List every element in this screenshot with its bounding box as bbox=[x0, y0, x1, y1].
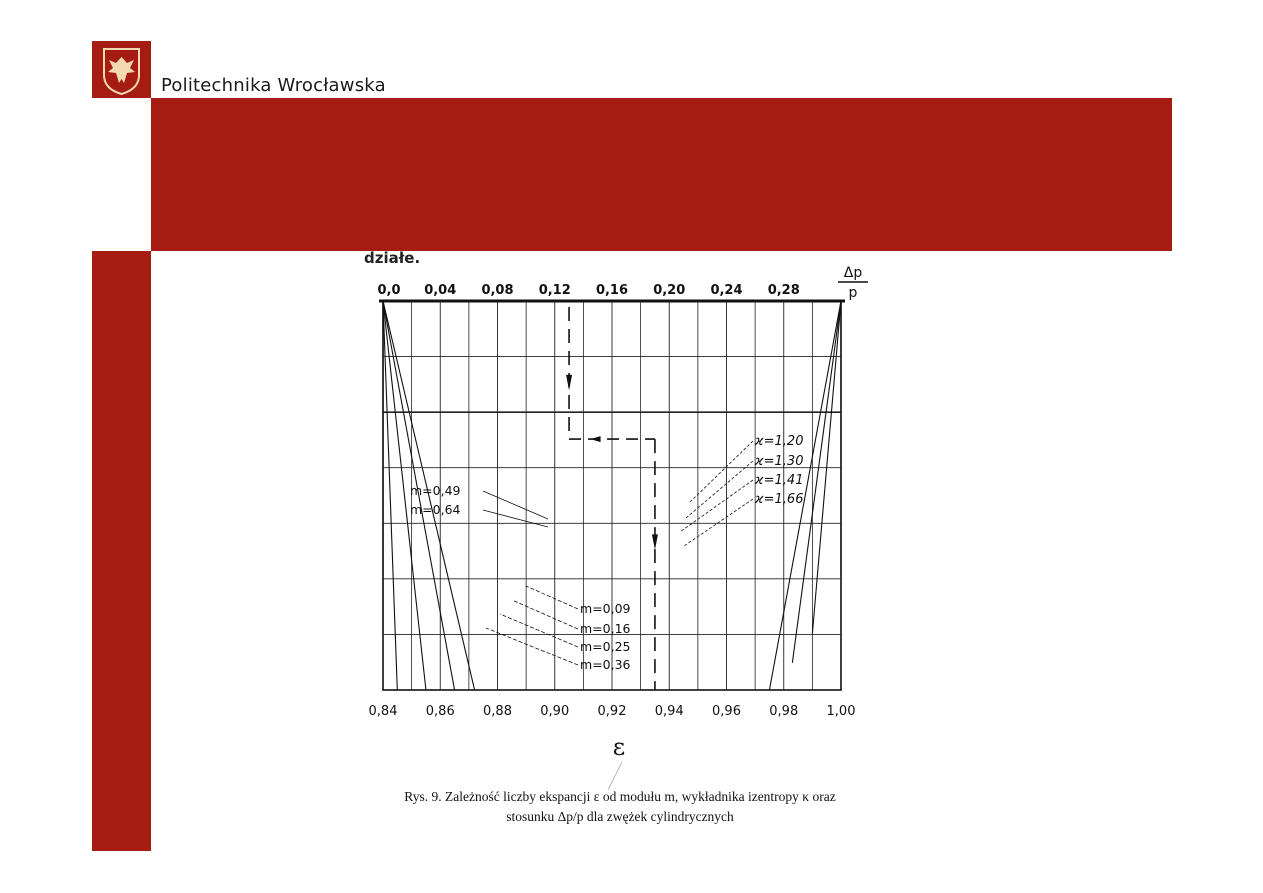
x-top-tick-label: 0,0 bbox=[377, 283, 401, 298]
arrow-down-icon bbox=[652, 534, 658, 550]
x-top-tick-label: 0,28 bbox=[767, 283, 800, 298]
x-bottom-tick-label: 0,84 bbox=[368, 704, 398, 719]
leader-line-kappa bbox=[684, 499, 753, 546]
chart-labels bbox=[369, 265, 868, 761]
figure-caption-line-1: Rys. 9. Zależność liczby ekspancji ε od modułu m, wykładnika izentropy κ oraz bbox=[404, 789, 836, 804]
series-label-m: m=0,49 bbox=[410, 483, 461, 498]
x-bottom-tick-label: 1,00 bbox=[826, 704, 856, 719]
leader-line-m bbox=[483, 491, 548, 519]
top-axis-label-denominator: p bbox=[848, 285, 858, 301]
leader-line-m bbox=[512, 600, 578, 629]
leader-line-m bbox=[486, 628, 578, 665]
arrow-down-icon bbox=[566, 375, 572, 391]
leader-line-m bbox=[483, 510, 548, 527]
series-label-kappa: ϰ=1,20 bbox=[755, 434, 804, 449]
x-bottom-tick-label: 0,86 bbox=[425, 704, 455, 719]
series-label-m: m=0,25 bbox=[580, 639, 631, 654]
leader-line-kappa bbox=[690, 441, 753, 502]
leader-line-m bbox=[526, 586, 578, 609]
cut-off-text: działe. bbox=[364, 249, 421, 263]
x-top-tick-label: 0,24 bbox=[710, 283, 743, 298]
leader-line-m bbox=[500, 614, 578, 647]
x-bottom-tick-label: 0,92 bbox=[597, 704, 627, 719]
series-label-m: m=0,16 bbox=[580, 621, 631, 636]
x-top-tick-label: 0,04 bbox=[424, 283, 457, 298]
arrow-left-icon bbox=[591, 436, 601, 442]
series-label-m: m=0,09 bbox=[580, 601, 631, 616]
x-top-tick-label: 0,08 bbox=[481, 283, 514, 298]
x-bottom-tick-label: 0,88 bbox=[483, 704, 512, 719]
series-label-kappa: ϰ=1,30 bbox=[755, 454, 804, 469]
x-axis-label-epsilon: ε bbox=[612, 733, 626, 761]
x-top-tick-label: 0,16 bbox=[595, 283, 629, 298]
series-label-m: m=0,64 bbox=[410, 502, 461, 517]
caption-pointer bbox=[608, 762, 622, 790]
x-top-tick-label: 0,20 bbox=[653, 283, 686, 298]
figure-caption-line-2: stosunku Δp/p dla zwężek cylindrycznych bbox=[506, 809, 734, 824]
x-top-tick-label: 0,12 bbox=[538, 283, 571, 298]
x-bottom-tick-label: 0,96 bbox=[712, 704, 741, 719]
x-bottom-tick-label: 0,90 bbox=[540, 704, 570, 719]
series-label-kappa: ϰ=1,66 bbox=[755, 492, 804, 507]
series-label-kappa: ϰ=1,41 bbox=[755, 473, 804, 488]
series-line-m bbox=[383, 301, 397, 690]
university-name: Politechnika Wrocławska bbox=[161, 75, 386, 96]
leader-line-kappa bbox=[686, 461, 753, 518]
top-axis-label-numerator: Δp bbox=[843, 265, 863, 281]
series-label-m: m=0,36 bbox=[580, 657, 631, 672]
x-bottom-tick-label: 0,94 bbox=[654, 704, 684, 719]
x-bottom-tick-label: 0,98 bbox=[769, 704, 799, 719]
